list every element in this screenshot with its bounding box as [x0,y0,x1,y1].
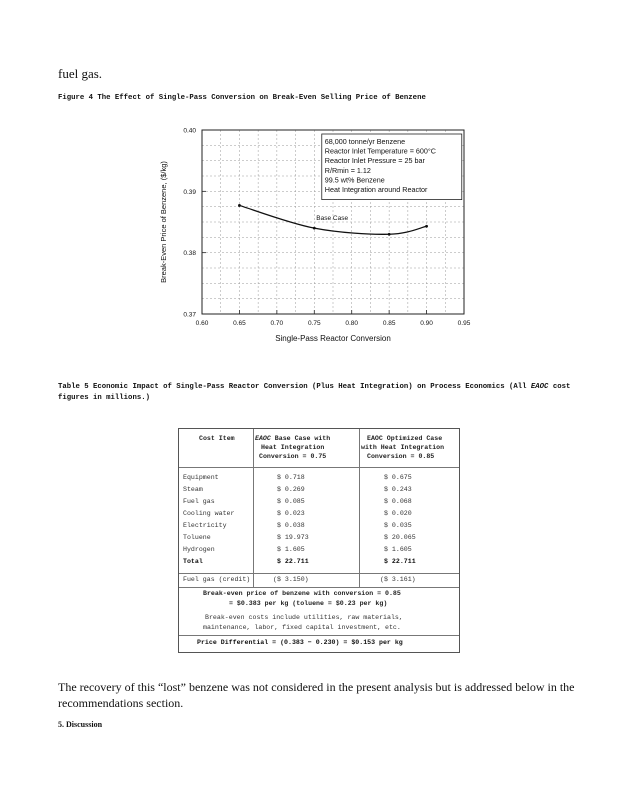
row-item: Fuel gas [183,498,215,505]
section-heading: 5. Discussion [58,720,103,729]
x-tick-label: 0.80 [345,320,359,327]
row-base: $ 0.085 [277,498,305,505]
header-base-line2: Heat Integration [261,444,325,451]
row-opt: $ 0.020 [384,510,412,517]
x-tick-label: 0.65 [233,320,246,327]
note-line1: Break-even costs include utilities, raw materials, [205,614,403,621]
price-differential: Price Differential = (0.383 − 0.230) = $0.153 per kg [197,639,403,646]
data-point [388,233,391,236]
body-paragraph: The recovery of this “lost” benzene was not considered in the present analysis but is addressed below in the recommendations section. [58,680,575,710]
data-point [425,225,428,228]
row-base: $ 1.605 [277,546,305,553]
credit-base: ($ 3.150) [273,576,309,583]
info-box-line: Reactor Inlet Temperature = 600°C [324,146,436,156]
x-tick-label: 0.95 [457,320,471,327]
header-base-line3: Conversion = 0.75 [259,453,327,460]
credit-divider [179,587,459,588]
header-cost-item: Cost Item [199,435,235,442]
y-tick-label: 0.39 [183,188,196,196]
row-opt: $ 0.675 [384,474,412,481]
info-box-line: 99.5 wt% Benzene [324,175,385,185]
y-axis-label: Break-Even Price of Benzene, ($/kg) [159,161,168,283]
row-opt: $ 0.243 [384,486,412,493]
x-tick-label: 0.85 [382,320,396,327]
total-base: $ 22.711 [277,558,309,565]
table-caption [58,382,578,404]
chart-info-box [322,134,462,200]
intro-text: fuel gas. [58,66,103,81]
header-opt-line3: Conversion = 0.85 [367,453,435,460]
row-opt: $ 20.065 [384,534,416,541]
credit-label: Fuel gas (credit) [183,576,251,583]
header-opt-line1: EAOC Optimized Case [367,435,443,442]
x-tick-label: 0.60 [195,320,209,327]
y-tick-label: 0.37 [183,311,196,319]
x-tick-label: 0.90 [420,320,433,327]
breakeven-line2: = $0.383 per kg (toluene = $0.23 per kg) [229,600,388,607]
row-base: $ 19.973 [277,534,309,541]
note-divider [179,635,459,636]
figure-caption: Figure 4 The Effect of Single-Pass Conversion on Break-Even Selling Price of Benzene [58,94,426,102]
row-opt: $ 0.035 [384,522,412,529]
x-tick-label: 0.75 [307,320,321,327]
data-point [238,204,241,207]
row-opt: $ 1.605 [384,546,412,553]
row-item: Steam [183,486,203,493]
row-item: Cooling water [183,510,235,517]
col-divider-2 [359,429,360,587]
row-base: $ 0.269 [277,486,305,493]
data-point [313,227,316,230]
info-box-line: Heat Integration around Reactor [324,185,428,194]
total-label: Total [183,558,203,565]
row-base: $ 0.718 [277,474,305,481]
y-tick-label: 0.38 [183,250,196,258]
x-axis-label: Single-Pass Reactor Conversion [275,334,391,343]
row-item: Equipment [183,474,219,481]
y-tick-label: 0.40 [183,127,196,135]
header-base-line1: EAOC Base Case with [255,435,331,442]
base-case-annotation: Base Case [316,215,349,223]
breakeven-line1: Break-even price of benzene with conversion = 0.85 [203,590,401,597]
row-item: Hydrogen [183,546,215,553]
row-opt: $ 0.068 [384,498,412,505]
info-box-line: 68,000 tonne/yr Benzene [324,137,406,146]
row-item: Electricity [183,522,227,529]
credit-opt: ($ 3.161) [380,576,416,583]
economics-table [178,428,460,653]
total-opt: $ 22.711 [384,558,416,565]
table-caption-part2: cost figures in millions.) [58,383,571,402]
info-box-line: Reactor Inlet Pressure = 25 bar [324,156,425,166]
info-box-line: R/Rmin = 1.12 [324,165,371,175]
row-base: $ 0.023 [277,510,305,517]
table-caption-eaoc: EAOC [530,383,549,391]
header-opt-line2: with Heat Integration [361,444,445,451]
benzene-price-chart [150,118,480,350]
header-base-eaoc: EAOC [255,435,271,442]
total-divider [179,573,459,574]
x-tick-label: 0.70 [270,320,284,327]
note-line2: maintenance, labor, fixed capital investment, etc. [203,624,401,631]
col-divider-1 [253,429,254,587]
row-base: $ 0.038 [277,522,305,529]
table-caption-part1: Table 5 Economic Impact of Single-Pass Reactor Conversion (Plus Heat Integration) on Process Economics (All [58,383,531,391]
header-divider [179,467,459,468]
row-item: Toluene [183,534,211,541]
